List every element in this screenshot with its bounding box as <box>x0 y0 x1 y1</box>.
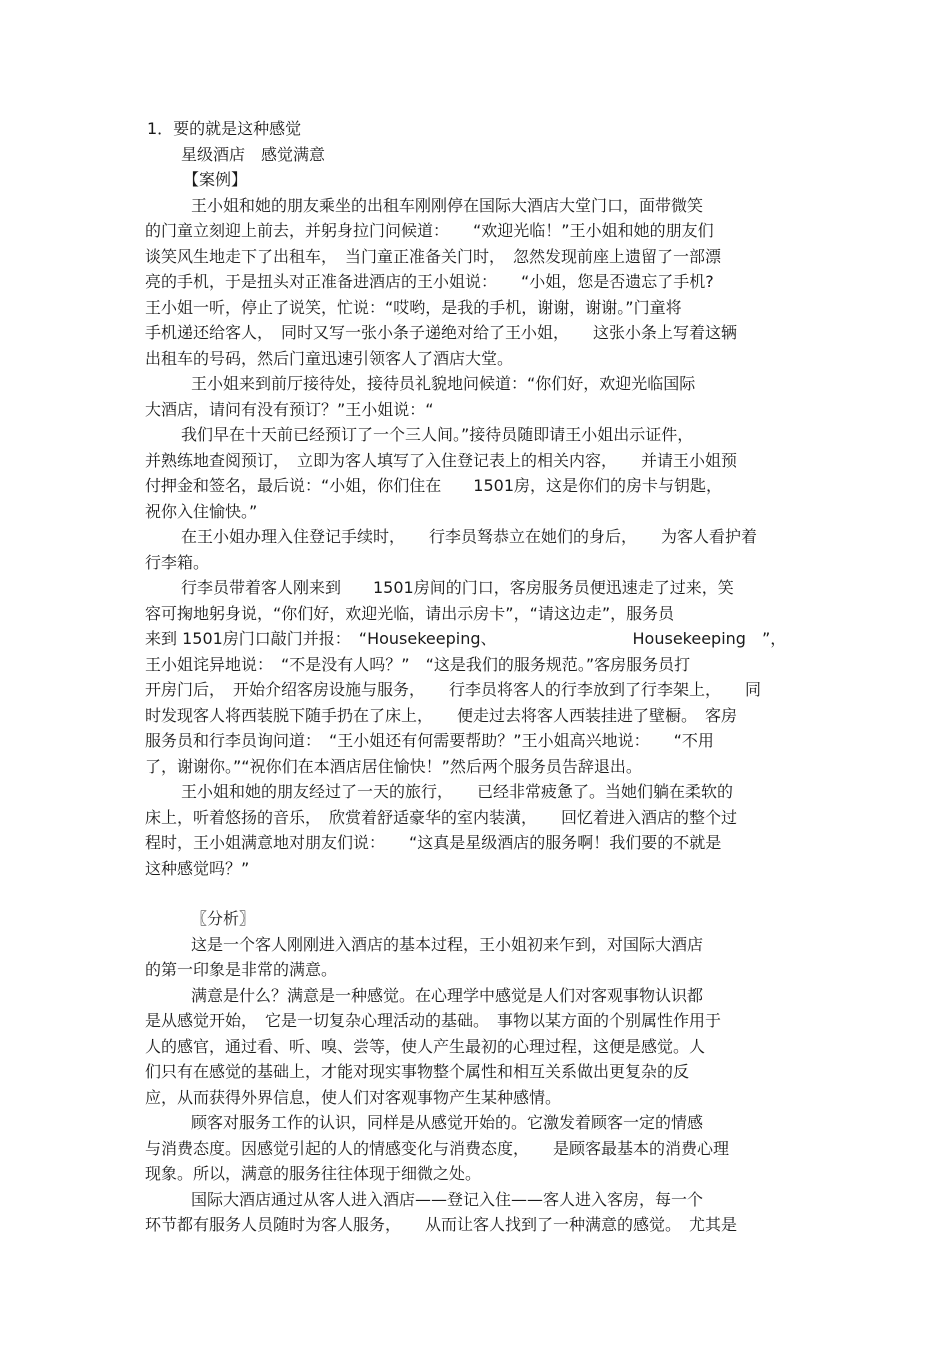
text-line: 并熟练地查阅预订， 立即为客人填写了入住登记表上的相关内容， 并请王小姐预 <box>145 450 738 470</box>
text-line: 王小姐和她的朋友乘坐的出租车刚刚停在国际大酒店大堂门口，面带微笑 <box>191 195 704 215</box>
text-line: 谈笑风生地走下了出租车， 当门童正准备关门时， 忽然发现前座上遗留了一部漂 <box>145 246 722 266</box>
section-title: 1．要的就是这种感觉 <box>147 119 302 138</box>
text-line: 我们早在十天前已经预订了一个三人间。”接待员随即请王小姐出示证件， <box>181 425 694 444</box>
analysis-heading: 〖分析〗 <box>191 909 256 928</box>
text-line: 大酒店，请问有没有预订？”王小姐说：“ <box>145 399 434 419</box>
text-line: 王小姐诧异地说： “不是没有人吗？” “这是我们的服务规范。”客房服务员打 <box>145 654 691 674</box>
section-gap <box>145 881 805 906</box>
text-line: 在王小姐办理入住登记手续时， 行李员驽恭立在她们的身后， 为客人看护着 <box>181 527 758 546</box>
text-line: 容可掬地躬身说，“你们好，欢迎光临，请出示房卡”，“请这边走”，服务员 <box>145 603 675 623</box>
text-line: 行李箱。 <box>145 552 210 572</box>
analysis-paragraphs <box>145 932 805 1238</box>
text-line: 是从感觉开始， 它是一切复杂心理活动的基础。 事物以某方面的个别属性作用于 <box>145 1011 722 1030</box>
text-line: 与消费态度。因感觉引起的人的情感变化与消费态度， 是顾客最基本的消费心理 <box>145 1138 730 1158</box>
text-line: 行李员带着客人刚来到 1501房间的门口，客房服务员便迅速走了过来，笑 <box>181 578 734 597</box>
text-line: 床上，听着悠扬的音乐， 欣赏着舒适豪华的室内装潢， 回忆着进入酒店的整个过 <box>145 807 738 827</box>
text-line: 的第一印象是非常的满意。 <box>145 960 338 979</box>
text-line: 的门童立刻迎上前去，并躬身拉门问候道： “欢迎光临！”王小姐和她的朋友们 <box>145 221 714 240</box>
document-body <box>145 116 805 1238</box>
text-line: 们只有在感觉的基础上，才能对现实事物整个属性和相互关系做出更复杂的反 <box>145 1062 690 1081</box>
text-line: 满意是什么？满意是一种感觉。在心理学中感觉是人们对客观事物认识都 <box>191 985 704 1005</box>
text-line: 服务员和行李员询问道： “王小姐还有何需要帮助？”王小姐高兴地说： “不用 <box>145 731 714 750</box>
text-line: 应，从而获得外界信息，使人们对客观事物产生某种感情。 <box>145 1087 562 1107</box>
text-line: 程时，王小姐满意地对朋友们说： “这真是星级酒店的服务啊！我们要的不就是 <box>145 833 722 852</box>
text-line: 这是一个客人刚刚进入酒店的基本过程，王小姐初来乍到，对国际大酒店 <box>191 934 704 954</box>
text-line: 顾客对服务工作的认识，同样是从感觉开始的。它激发着顾客一定的情感 <box>191 1113 704 1132</box>
text-line: 王小姐和她的朋友经过了一天的旅行， 已经非常疲惫了。当她们躺在柔软的 <box>181 782 734 801</box>
text-line: 手机递还给客人， 同时又写一张小条子递绝对给了王小姐， 这张小条上写着这辆 <box>145 323 738 342</box>
text-line: 王小姐来到前厅接待处，接待员礼貌地问候道：“你们好，欢迎光临国际 <box>191 374 696 393</box>
text-line: 王小姐一听，停止了说笑，忙说：“哎哟，是我的手机，谢谢，谢谢。”门童将 <box>145 297 682 317</box>
text-line: 来到 1501房门口敲门并报： “Housekeeping、 Housekeeping ”， <box>145 629 787 648</box>
text-line: 环节都有服务人员随时为客人服务， 从而让客人找到了一种满意的感觉。 尤其是 <box>145 1215 738 1234</box>
text-line: 付押金和签名，最后说：“小姐，你们住在 1501房，这是你们的房卡与钥匙， <box>145 476 723 495</box>
text-line: 开房门后， 开始介绍客房设施与服务， 行李员将客人的行李放到了行李架上， 同 <box>145 680 762 699</box>
section-subtitle: 星级酒店 感觉满意 <box>181 144 326 164</box>
text-line: 亮的手机，于是扭头对正准备进酒店的王小姐说： “小姐，您是否遗忘了手机? <box>145 272 714 291</box>
text-line: 时发现客人将西装脱下随手扔在了床上， 便走过去将客人西装挂进了壁橱。 客房 <box>145 705 738 725</box>
case-heading: 【案例】 <box>183 170 248 189</box>
text-line: 现象。所以，满意的服务往往体现于细微之处。 <box>145 1164 482 1183</box>
case-paragraphs <box>145 193 805 882</box>
text-line: 这种感觉吗？” <box>145 858 250 878</box>
text-line: 人的感官，通过看、听、嗅、尝等，使人产生最初的心理过程，这便是感觉。人 <box>145 1036 706 1056</box>
text-line: 出租车的号码，然后门童迅速引领客人了酒店大堂。 <box>145 348 514 368</box>
text-line: 了，谢谢你。”“祝你们在本酒店居住愉快！”然后两个服务员告辞退出。 <box>145 756 642 776</box>
text-line: 国际大酒店通过从客人进入酒店——登记入住——客人进入客房，每一个 <box>191 1189 704 1209</box>
text-line: 祝你入住愉快。” <box>145 501 258 521</box>
